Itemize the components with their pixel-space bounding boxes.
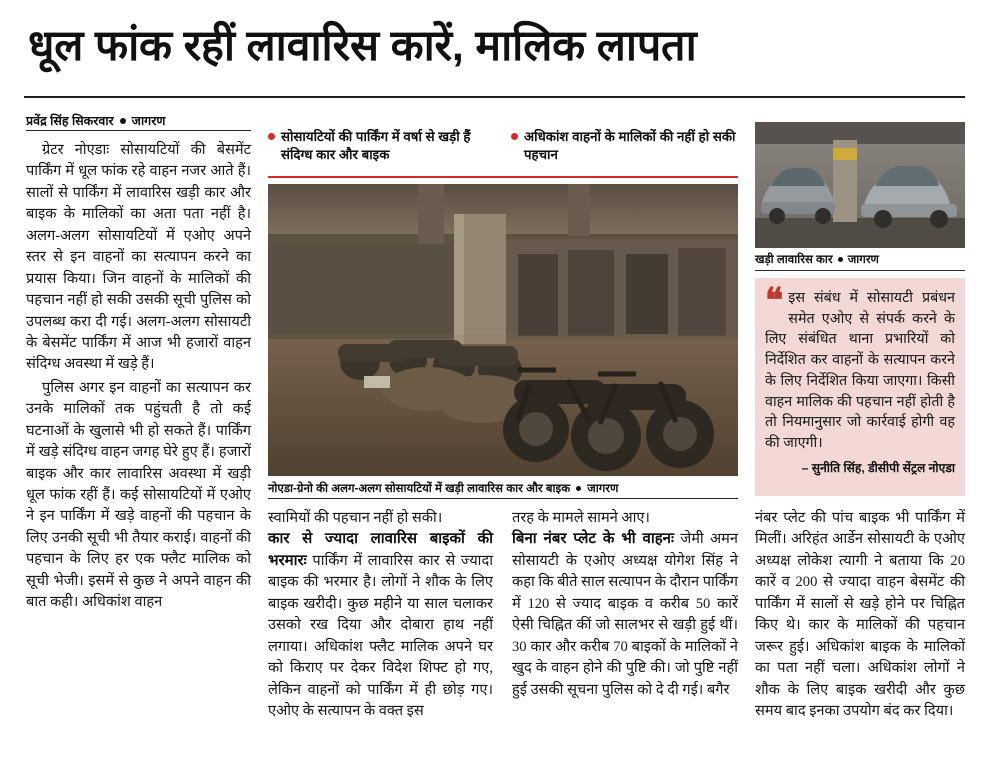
secondary-photo-illustration <box>755 122 965 248</box>
headline-divider <box>24 96 965 98</box>
page-title: धूल फांक रहीं लावारिस कारें, मालिक लापता <box>28 22 697 70</box>
secondary-photo-caption <box>755 252 965 267</box>
caption-text: नोएडा-ग्रेनो की अलग-अलग सोसायटियों में खड़ी लावारिस कार और बाइक <box>268 482 571 495</box>
caption-divider <box>268 498 738 499</box>
highlight-bullet-text: अधिकांश वाहनों के मालिकों की नहीं हो सकी पहचान <box>524 129 736 162</box>
byline <box>26 112 251 129</box>
pull-quote-text: इस संबंध में सोसायटी प्रबंधन समेत एओए से संपर्क करने के लिए संबंधित थाना प्रभारियों को निर्देशित कर वाहनों के सत्यापन करने के लिए निर्देशित किया जाएगा। किसी वाहन मालिक की पहचान नहीं होती है तो नियमानुसार जो कार्रवाई होगी वह की जाएगी। <box>765 290 955 452</box>
main-photo-caption <box>268 481 738 496</box>
main-photo-illustration <box>268 184 738 476</box>
paragraph <box>512 529 738 701</box>
bullet-dot-icon <box>576 486 581 491</box>
highlight-bullet-item <box>511 128 738 164</box>
subheading: कार से ज्यादा लावारिस बाइकों की भरमारः <box>268 530 493 569</box>
highlight-bullets <box>268 128 738 164</box>
article-column-left <box>26 140 251 616</box>
bullet-square-icon <box>268 133 275 140</box>
paragraph: तरह के मामले सामने आए। <box>512 510 650 526</box>
caption-text: खड़ी लावारिस कार <box>755 253 833 266</box>
paragraph-text: पार्किंग में लावारिस कार से ज्यादा बाइक की भरमार है। लोगों ने शौक के लिए बाइक खरीदी। कुछ महीने या साल चलाकर उसको रख दिया और दोबारा हाथ नहीं लगाया। अधिकांश फ्लैट मालिक अपने घर को किराए पर देकर विदेश शिफ्ट हो गए, लेकिन वाहनों को पार्किंग में ही छोड़ गए। एओए के सत्यापन के वक्त इस <box>268 552 493 719</box>
paragraph: ग्रेटर नोएडाः सोसायटियों की बेसमेंट पार्किंग में धूल फांक रहे वाहन नजर आते हैं। सालों से पार्किंग में लावारिस खड़ी कार और बाइक के मालिकों का अता पता नहीं है। अलग-अलग सोसायटियों में एओए अपने स्तर से इन वाहनों का सत्यापन करने का प्रयास किया। जिन वाहनों के मालिकों की पहचान नहीं हो सकी उसकी सूची पुलिस को उपलब्ध करा दी गई। अलग-अलग सोसायटी के बेसमेंट पार्किंग में आज भी हजारों वाहन संदिग्ध अवस्था में खड़े हैं। <box>26 142 251 373</box>
bullet-dot-icon <box>838 257 843 262</box>
article-column-right <box>755 508 965 722</box>
bullet-dot-icon <box>120 118 126 124</box>
main-photo <box>268 184 738 476</box>
bullet-square-icon <box>511 133 518 140</box>
paragraph: पुलिस अगर इन वाहनों का सत्यापन कर उनके मालिकों तक पहुंचती है तो कई घटनाओं के खुलासे भी हो सकते हैं। पार्किंग में खड़े संदिग्ध वाहन जगह घेरे हुए हैं। हजारों बाइक और कार लावारिस अवस्था में खड़ी धूल फांक रहीं हैं। कई सोसायटियों में एओए ने इन पार्किंग में खड़े वाहनों की पहचान के लिए उनकी सूची भी तैयार कराई। वाहनों की पहचान के लिए हर एक फ्लैट मालिक को सूची भेजी। इसमें से कुछ ने अपने वाहन की बात कही। अधिकांश वाहन <box>26 379 251 611</box>
article-column-mid-1 <box>268 508 493 722</box>
byline-source: जागरण <box>131 114 166 128</box>
secondary-photo <box>755 122 965 248</box>
subheading: बिना नंबर प्लेट के भी वाहनः <box>512 530 675 548</box>
paragraph: स्वामियों की पहचान नहीं हो सकी। <box>268 510 443 526</box>
bullets-divider <box>268 176 738 178</box>
caption-credit: जागरण <box>587 482 619 495</box>
byline-author: प्रवेंद्र सिंह सिकरवार <box>26 114 114 128</box>
highlight-bullet-text: सोसायटियों की पार्किंग में वर्षा से खड़ी हैं संदिग्ध कार और बाइक <box>281 129 471 162</box>
paragraph: नंबर प्लेट की पांच बाइक भी पार्किंग में मिलीं। अरिहंत आर्डेन सोसायटी के एओए अध्यक्ष लोकेश त्यागी ने बताया कि 20 कारें व 200 से ज्यादा वाहन बेसमेंट की पार्किंग में सालों से खड़े होने पर चिह्नित किए थे। कार के मालिकों की पहचान जरूर हुई। अधिकांश बाइक के मालिकों का पता नहीं चला। अधिकांश लोगों ने शौक के लिए बाइक खरीदी और कुछ समय बाद इनका उपयोग बंद कर दिया। <box>755 510 965 719</box>
caption-credit: जागरण <box>847 253 879 266</box>
paragraph <box>268 529 493 722</box>
quote-mark-icon: ❝ <box>765 283 784 320</box>
paragraph-text: जेमी अमन सोसायटी के एओए अध्यक्ष योगेश सिंह ने कहा कि बीते साल सत्यापन के दौरान पार्किंग में 120 से ज्याद बाइक व करीब 50 कारें ऐसी चिह्नित कीं जो सालभर से खड़ी हुई थीं। 30 कार और करीब 70 बाइकों के मालिकों ने खुद के वाहन होने की पुष्टि की। जो पुष्टि नहीं हुई उसकी सूचना पुलिस को दे दी गई। बगैर <box>512 531 738 698</box>
pull-quote-box <box>755 278 965 496</box>
pull-quote-attribution: – सुनीति सिंह, डीसीपी सेंट्रल नोएडा <box>801 460 955 475</box>
highlight-bullet-item <box>268 128 495 164</box>
byline-divider <box>26 130 251 131</box>
secondary-caption-divider <box>755 270 965 271</box>
article-column-mid-2 <box>512 508 738 701</box>
